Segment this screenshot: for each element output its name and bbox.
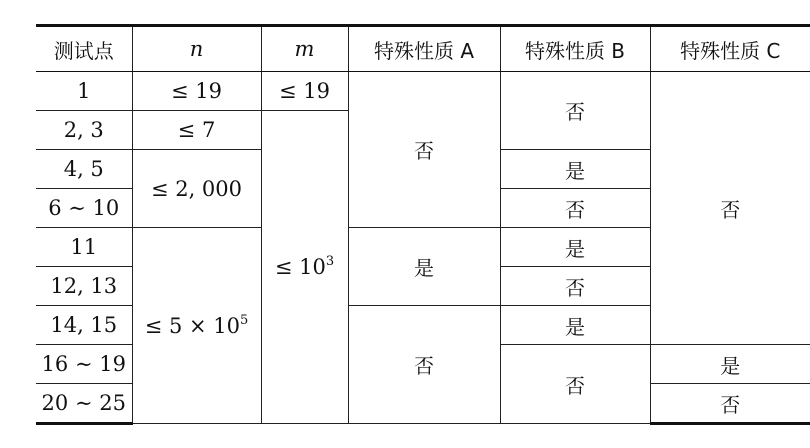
constraints-table <box>36 24 810 425</box>
n-constraint-cell: ≤ 19 <box>132 72 261 111</box>
property-a-cell: 是 <box>348 228 500 306</box>
property-b-cell: 是 <box>500 150 650 189</box>
property-b-cell: 否 <box>500 189 650 228</box>
property-b-cell: 是 <box>500 306 650 345</box>
header-row <box>36 26 810 72</box>
property-c-cell: 否 <box>650 72 810 345</box>
m-constraint-cell <box>261 111 348 424</box>
n-constraint-base: ≤ 5 × 10 <box>144 313 241 338</box>
header-m: m <box>261 26 348 72</box>
header-property-c: 特殊性质 C <box>650 26 810 72</box>
header-test-point: 测试点 <box>36 26 132 72</box>
test-point-cell: 16 ∼ 19 <box>36 345 132 384</box>
property-b-cell: 否 <box>500 72 650 150</box>
n-constraint-exponent: 5 <box>240 312 249 328</box>
property-a-cell: 否 <box>348 72 500 228</box>
m-constraint-cell: ≤ 19 <box>261 72 348 111</box>
property-b-cell: 否 <box>500 267 650 306</box>
test-point-cell: 4, 5 <box>36 150 132 189</box>
n-constraint-cell: ≤ 7 <box>132 111 261 150</box>
n-constraint-cell <box>132 228 261 424</box>
property-b-cell: 是 <box>500 228 650 267</box>
test-point-cell: 6 ∼ 10 <box>36 189 132 228</box>
property-b-cell: 否 <box>500 345 650 424</box>
property-c-cell: 是 <box>650 345 810 384</box>
test-point-cell: 20 ∼ 25 <box>36 384 132 424</box>
table-row <box>36 72 810 111</box>
n-constraint-cell: ≤ 2, 000 <box>132 150 261 228</box>
property-c-cell: 否 <box>650 384 810 424</box>
test-point-cell: 2, 3 <box>36 111 132 150</box>
header-property-b: 特殊性质 B <box>500 26 650 72</box>
property-a-cell: 否 <box>348 306 500 424</box>
constraints-table-container <box>36 24 810 425</box>
test-point-cell: 11 <box>36 228 132 267</box>
header-n: n <box>132 26 261 72</box>
test-point-cell: 12, 13 <box>36 267 132 306</box>
m-constraint-base: ≤ 10 <box>274 255 326 279</box>
test-point-cell: 14, 15 <box>36 306 132 345</box>
m-constraint-exponent: 3 <box>325 254 335 269</box>
header-property-a: 特殊性质 A <box>348 26 500 72</box>
test-point-cell: 1 <box>36 72 132 111</box>
